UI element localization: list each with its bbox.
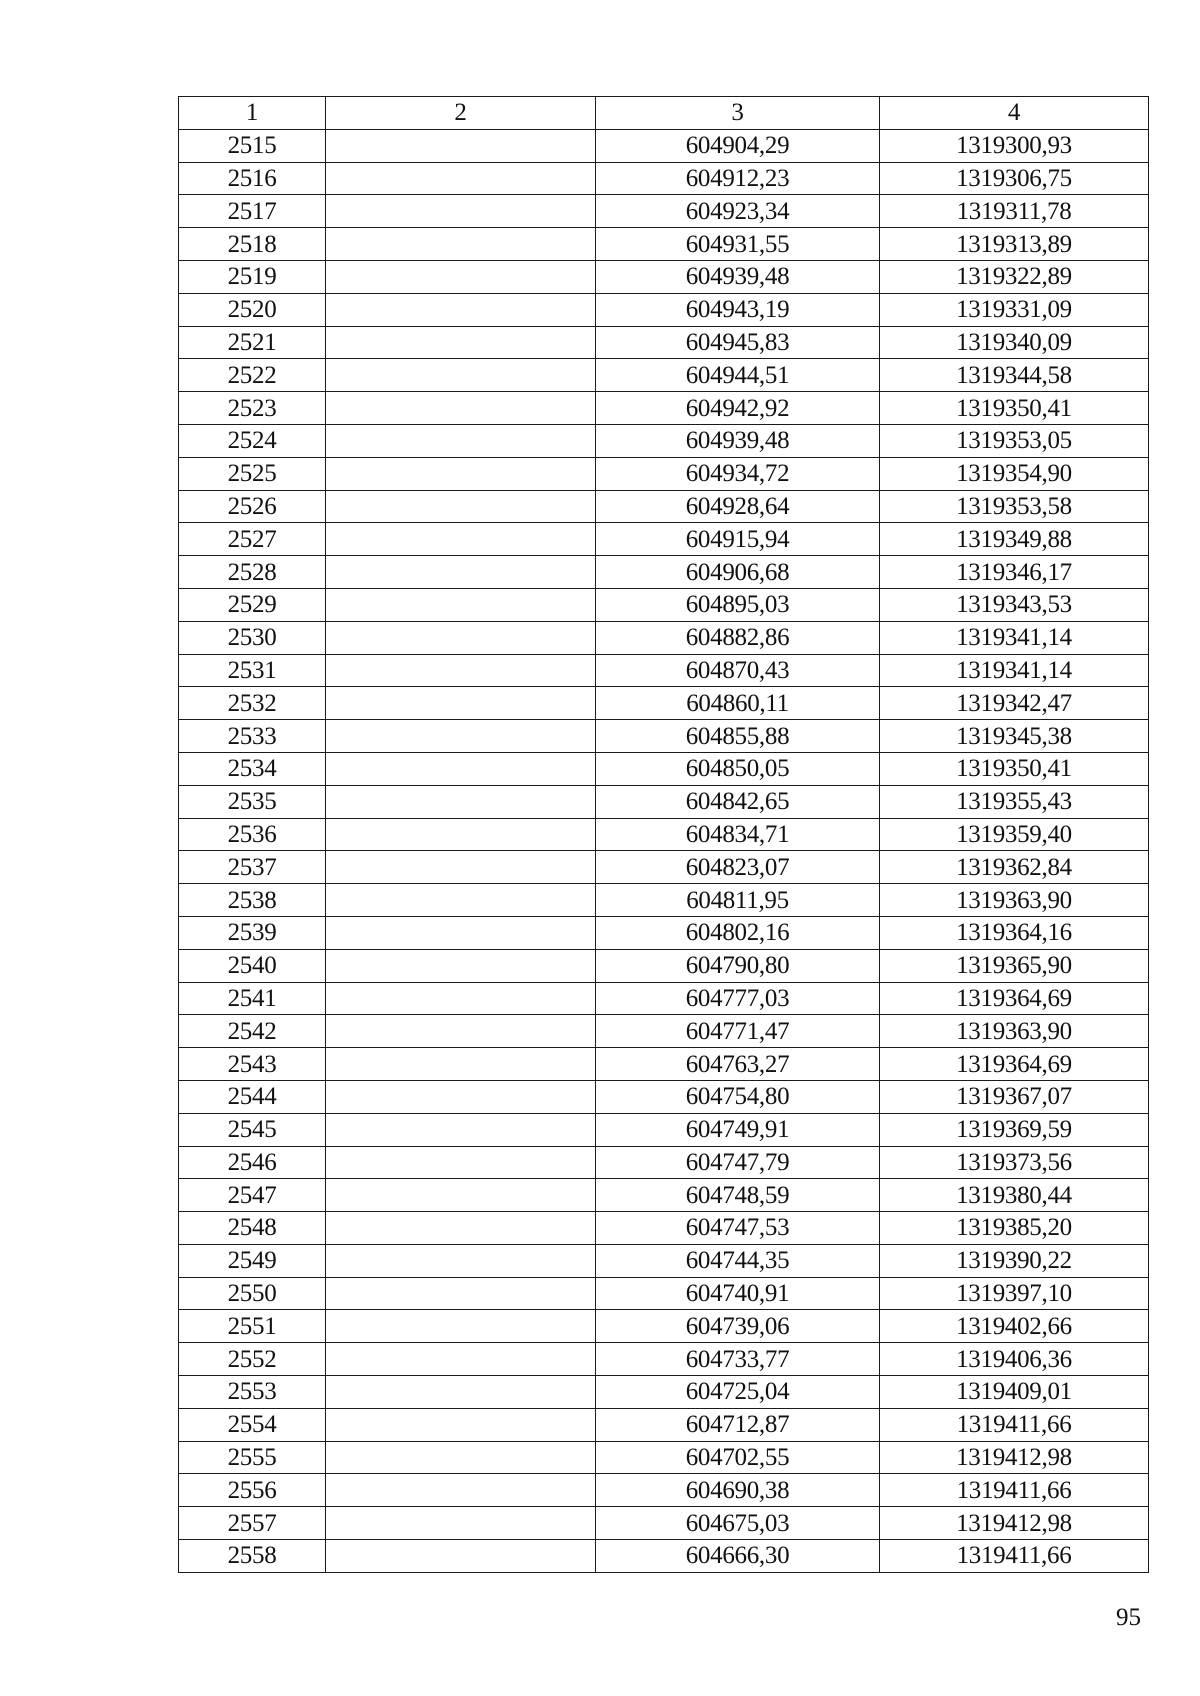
y-coordinate-cell: 1319369,59	[880, 1113, 1149, 1146]
point-number-cell: 2554	[179, 1408, 326, 1441]
y-coordinate-cell: 1319380,44	[880, 1179, 1149, 1212]
page-number: 95	[1116, 1604, 1141, 1631]
x-coordinate-cell: 604802,16	[596, 916, 880, 949]
point-number-cell: 2541	[179, 982, 326, 1015]
blank-cell	[326, 1113, 596, 1146]
x-coordinate-cell: 604855,88	[596, 720, 880, 753]
blank-cell	[326, 752, 596, 785]
point-number-cell: 2540	[179, 949, 326, 982]
y-coordinate-cell: 1319355,43	[880, 785, 1149, 818]
point-number-cell: 2532	[179, 687, 326, 720]
table-row	[179, 621, 1149, 654]
point-number-cell: 2516	[179, 162, 326, 195]
y-coordinate-cell: 1319390,22	[880, 1244, 1149, 1277]
y-coordinate-cell: 1319362,84	[880, 851, 1149, 884]
point-number-cell: 2542	[179, 1015, 326, 1048]
x-coordinate-cell: 604790,80	[596, 949, 880, 982]
blank-cell	[326, 1507, 596, 1540]
blank-cell	[326, 1310, 596, 1343]
column-header-3: 3	[596, 97, 880, 130]
blank-cell	[326, 293, 596, 326]
y-coordinate-cell: 1319412,98	[880, 1441, 1149, 1474]
blank-cell	[326, 785, 596, 818]
table-row	[179, 162, 1149, 195]
table-row	[179, 1113, 1149, 1146]
y-coordinate-cell: 1319350,41	[880, 392, 1149, 425]
x-coordinate-cell: 604934,72	[596, 457, 880, 490]
table-row	[179, 1408, 1149, 1441]
table-body	[179, 129, 1149, 1572]
y-coordinate-cell: 1319331,09	[880, 293, 1149, 326]
y-coordinate-cell: 1319411,66	[880, 1408, 1149, 1441]
point-number-cell: 2522	[179, 359, 326, 392]
x-coordinate-cell: 604912,23	[596, 162, 880, 195]
table-row	[179, 1441, 1149, 1474]
x-coordinate-cell: 604747,53	[596, 1212, 880, 1245]
table-row	[179, 129, 1149, 162]
y-coordinate-cell: 1319313,89	[880, 228, 1149, 261]
blank-cell	[326, 1277, 596, 1310]
blank-cell	[326, 424, 596, 457]
x-coordinate-cell: 604823,07	[596, 851, 880, 884]
blank-cell	[326, 1408, 596, 1441]
blank-cell	[326, 851, 596, 884]
x-coordinate-cell: 604690,38	[596, 1474, 880, 1507]
table-header-row	[179, 97, 1149, 130]
point-number-cell: 2529	[179, 588, 326, 621]
blank-cell	[326, 916, 596, 949]
x-coordinate-cell: 604943,19	[596, 293, 880, 326]
point-number-cell: 2520	[179, 293, 326, 326]
point-number-cell: 2523	[179, 392, 326, 425]
table-row	[179, 490, 1149, 523]
blank-cell	[326, 621, 596, 654]
table-row	[179, 1310, 1149, 1343]
blank-cell	[326, 949, 596, 982]
table-row	[179, 1146, 1149, 1179]
table-row	[179, 1343, 1149, 1376]
x-coordinate-cell: 604777,03	[596, 982, 880, 1015]
table-row	[179, 424, 1149, 457]
blank-cell	[326, 687, 596, 720]
x-coordinate-cell: 604928,64	[596, 490, 880, 523]
blank-cell	[326, 818, 596, 851]
x-coordinate-cell: 604712,87	[596, 1408, 880, 1441]
point-number-cell: 2553	[179, 1376, 326, 1409]
x-coordinate-cell: 604754,80	[596, 1080, 880, 1113]
table-row	[179, 982, 1149, 1015]
table-row	[179, 720, 1149, 753]
column-header-2: 2	[326, 97, 596, 130]
blank-cell	[326, 195, 596, 228]
column-header-1: 1	[179, 97, 326, 130]
table-row	[179, 1080, 1149, 1113]
point-number-cell: 2550	[179, 1277, 326, 1310]
x-coordinate-cell: 604882,86	[596, 621, 880, 654]
blank-cell	[326, 1179, 596, 1212]
table-row	[179, 1048, 1149, 1081]
blank-cell	[326, 1376, 596, 1409]
x-coordinate-cell: 604675,03	[596, 1507, 880, 1540]
y-coordinate-cell: 1319373,56	[880, 1146, 1149, 1179]
point-number-cell: 2525	[179, 457, 326, 490]
table-row	[179, 457, 1149, 490]
y-coordinate-cell: 1319364,69	[880, 1048, 1149, 1081]
table-row	[179, 654, 1149, 687]
x-coordinate-cell: 604939,48	[596, 424, 880, 457]
x-coordinate-cell: 604939,48	[596, 260, 880, 293]
point-number-cell: 2526	[179, 490, 326, 523]
point-number-cell: 2557	[179, 1507, 326, 1540]
y-coordinate-cell: 1319364,16	[880, 916, 1149, 949]
blank-cell	[326, 1015, 596, 1048]
point-number-cell: 2556	[179, 1474, 326, 1507]
point-number-cell: 2543	[179, 1048, 326, 1081]
x-coordinate-cell: 604747,79	[596, 1146, 880, 1179]
y-coordinate-cell: 1319345,38	[880, 720, 1149, 753]
column-header-4: 4	[880, 97, 1149, 130]
y-coordinate-cell: 1319367,07	[880, 1080, 1149, 1113]
point-number-cell: 2558	[179, 1540, 326, 1573]
blank-cell	[326, 1244, 596, 1277]
blank-cell	[326, 884, 596, 917]
blank-cell	[326, 162, 596, 195]
blank-cell	[326, 1441, 596, 1474]
x-coordinate-cell: 604945,83	[596, 326, 880, 359]
y-coordinate-cell: 1319406,36	[880, 1343, 1149, 1376]
x-coordinate-cell: 604906,68	[596, 556, 880, 589]
x-coordinate-cell: 604744,35	[596, 1244, 880, 1277]
table-row	[179, 1540, 1149, 1573]
table-row	[179, 949, 1149, 982]
point-number-cell: 2537	[179, 851, 326, 884]
x-coordinate-cell: 604923,34	[596, 195, 880, 228]
table-row	[179, 588, 1149, 621]
y-coordinate-cell: 1319411,66	[880, 1540, 1149, 1573]
point-number-cell: 2530	[179, 621, 326, 654]
y-coordinate-cell: 1319397,10	[880, 1277, 1149, 1310]
table-row	[179, 556, 1149, 589]
blank-cell	[326, 260, 596, 293]
x-coordinate-cell: 604944,51	[596, 359, 880, 392]
table-row	[179, 1015, 1149, 1048]
y-coordinate-cell: 1319359,40	[880, 818, 1149, 851]
point-number-cell: 2528	[179, 556, 326, 589]
point-number-cell: 2521	[179, 326, 326, 359]
table-row	[179, 1179, 1149, 1212]
x-coordinate-cell: 604702,55	[596, 1441, 880, 1474]
x-coordinate-cell: 604904,29	[596, 129, 880, 162]
point-number-cell: 2549	[179, 1244, 326, 1277]
y-coordinate-cell: 1319341,14	[880, 654, 1149, 687]
point-number-cell: 2534	[179, 752, 326, 785]
blank-cell	[326, 1474, 596, 1507]
x-coordinate-cell: 604763,27	[596, 1048, 880, 1081]
table-row	[179, 1474, 1149, 1507]
x-coordinate-cell: 604915,94	[596, 523, 880, 556]
table-row	[179, 851, 1149, 884]
blank-cell	[326, 982, 596, 1015]
blank-cell	[326, 1540, 596, 1573]
x-coordinate-cell: 604740,91	[596, 1277, 880, 1310]
y-coordinate-cell: 1319344,58	[880, 359, 1149, 392]
y-coordinate-cell: 1319365,90	[880, 949, 1149, 982]
blank-cell	[326, 129, 596, 162]
point-number-cell: 2538	[179, 884, 326, 917]
table-row	[179, 359, 1149, 392]
point-number-cell: 2544	[179, 1080, 326, 1113]
table-row	[179, 916, 1149, 949]
blank-cell	[326, 720, 596, 753]
blank-cell	[326, 228, 596, 261]
table-row	[179, 260, 1149, 293]
table-row	[179, 752, 1149, 785]
table-row	[179, 884, 1149, 917]
y-coordinate-cell: 1319353,05	[880, 424, 1149, 457]
x-coordinate-cell: 604725,04	[596, 1376, 880, 1409]
y-coordinate-cell: 1319353,58	[880, 490, 1149, 523]
y-coordinate-cell: 1319354,90	[880, 457, 1149, 490]
y-coordinate-cell: 1319364,69	[880, 982, 1149, 1015]
point-number-cell: 2546	[179, 1146, 326, 1179]
x-coordinate-cell: 604811,95	[596, 884, 880, 917]
y-coordinate-cell: 1319343,53	[880, 588, 1149, 621]
point-number-cell: 2536	[179, 818, 326, 851]
blank-cell	[326, 1212, 596, 1245]
table-row	[179, 1277, 1149, 1310]
point-number-cell: 2535	[179, 785, 326, 818]
point-number-cell: 2524	[179, 424, 326, 457]
table-row	[179, 195, 1149, 228]
x-coordinate-cell: 604942,92	[596, 392, 880, 425]
point-number-cell: 2551	[179, 1310, 326, 1343]
coordinates-table	[178, 96, 1149, 1573]
y-coordinate-cell: 1319363,90	[880, 884, 1149, 917]
x-coordinate-cell: 604842,65	[596, 785, 880, 818]
blank-cell	[326, 588, 596, 621]
y-coordinate-cell: 1319300,93	[880, 129, 1149, 162]
blank-cell	[326, 654, 596, 687]
x-coordinate-cell: 604749,91	[596, 1113, 880, 1146]
blank-cell	[326, 1080, 596, 1113]
y-coordinate-cell: 1319411,66	[880, 1474, 1149, 1507]
y-coordinate-cell: 1319349,88	[880, 523, 1149, 556]
point-number-cell: 2548	[179, 1212, 326, 1245]
x-coordinate-cell: 604895,03	[596, 588, 880, 621]
blank-cell	[326, 326, 596, 359]
x-coordinate-cell: 604666,30	[596, 1540, 880, 1573]
x-coordinate-cell: 604733,77	[596, 1343, 880, 1376]
blank-cell	[326, 359, 596, 392]
x-coordinate-cell: 604771,47	[596, 1015, 880, 1048]
point-number-cell: 2515	[179, 129, 326, 162]
table-row	[179, 1244, 1149, 1277]
table-row	[179, 326, 1149, 359]
table-row	[179, 785, 1149, 818]
point-number-cell: 2518	[179, 228, 326, 261]
y-coordinate-cell: 1319342,47	[880, 687, 1149, 720]
y-coordinate-cell: 1319340,09	[880, 326, 1149, 359]
x-coordinate-cell: 604834,71	[596, 818, 880, 851]
point-number-cell: 2552	[179, 1343, 326, 1376]
table-row	[179, 818, 1149, 851]
point-number-cell: 2533	[179, 720, 326, 753]
y-coordinate-cell: 1319363,90	[880, 1015, 1149, 1048]
table-row	[179, 1376, 1149, 1409]
blank-cell	[326, 392, 596, 425]
x-coordinate-cell: 604931,55	[596, 228, 880, 261]
y-coordinate-cell: 1319306,75	[880, 162, 1149, 195]
x-coordinate-cell: 604850,05	[596, 752, 880, 785]
y-coordinate-cell: 1319409,01	[880, 1376, 1149, 1409]
point-number-cell: 2539	[179, 916, 326, 949]
table-row	[179, 1212, 1149, 1245]
y-coordinate-cell: 1319412,98	[880, 1507, 1149, 1540]
point-number-cell: 2555	[179, 1441, 326, 1474]
x-coordinate-cell: 604739,06	[596, 1310, 880, 1343]
table-row	[179, 392, 1149, 425]
blank-cell	[326, 556, 596, 589]
y-coordinate-cell: 1319385,20	[880, 1212, 1149, 1245]
table-row	[179, 687, 1149, 720]
blank-cell	[326, 490, 596, 523]
x-coordinate-cell: 604870,43	[596, 654, 880, 687]
blank-cell	[326, 457, 596, 490]
y-coordinate-cell: 1319350,41	[880, 752, 1149, 785]
y-coordinate-cell: 1319322,89	[880, 260, 1149, 293]
point-number-cell: 2517	[179, 195, 326, 228]
table-row	[179, 523, 1149, 556]
point-number-cell: 2531	[179, 654, 326, 687]
table-row	[179, 228, 1149, 261]
blank-cell	[326, 1343, 596, 1376]
table-row	[179, 293, 1149, 326]
y-coordinate-cell: 1319402,66	[880, 1310, 1149, 1343]
y-coordinate-cell: 1319341,14	[880, 621, 1149, 654]
x-coordinate-cell: 604748,59	[596, 1179, 880, 1212]
y-coordinate-cell: 1319311,78	[880, 195, 1149, 228]
table-row	[179, 1507, 1149, 1540]
blank-cell	[326, 1146, 596, 1179]
point-number-cell: 2547	[179, 1179, 326, 1212]
point-number-cell: 2545	[179, 1113, 326, 1146]
point-number-cell: 2519	[179, 260, 326, 293]
x-coordinate-cell: 604860,11	[596, 687, 880, 720]
blank-cell	[326, 1048, 596, 1081]
blank-cell	[326, 523, 596, 556]
point-number-cell: 2527	[179, 523, 326, 556]
y-coordinate-cell: 1319346,17	[880, 556, 1149, 589]
